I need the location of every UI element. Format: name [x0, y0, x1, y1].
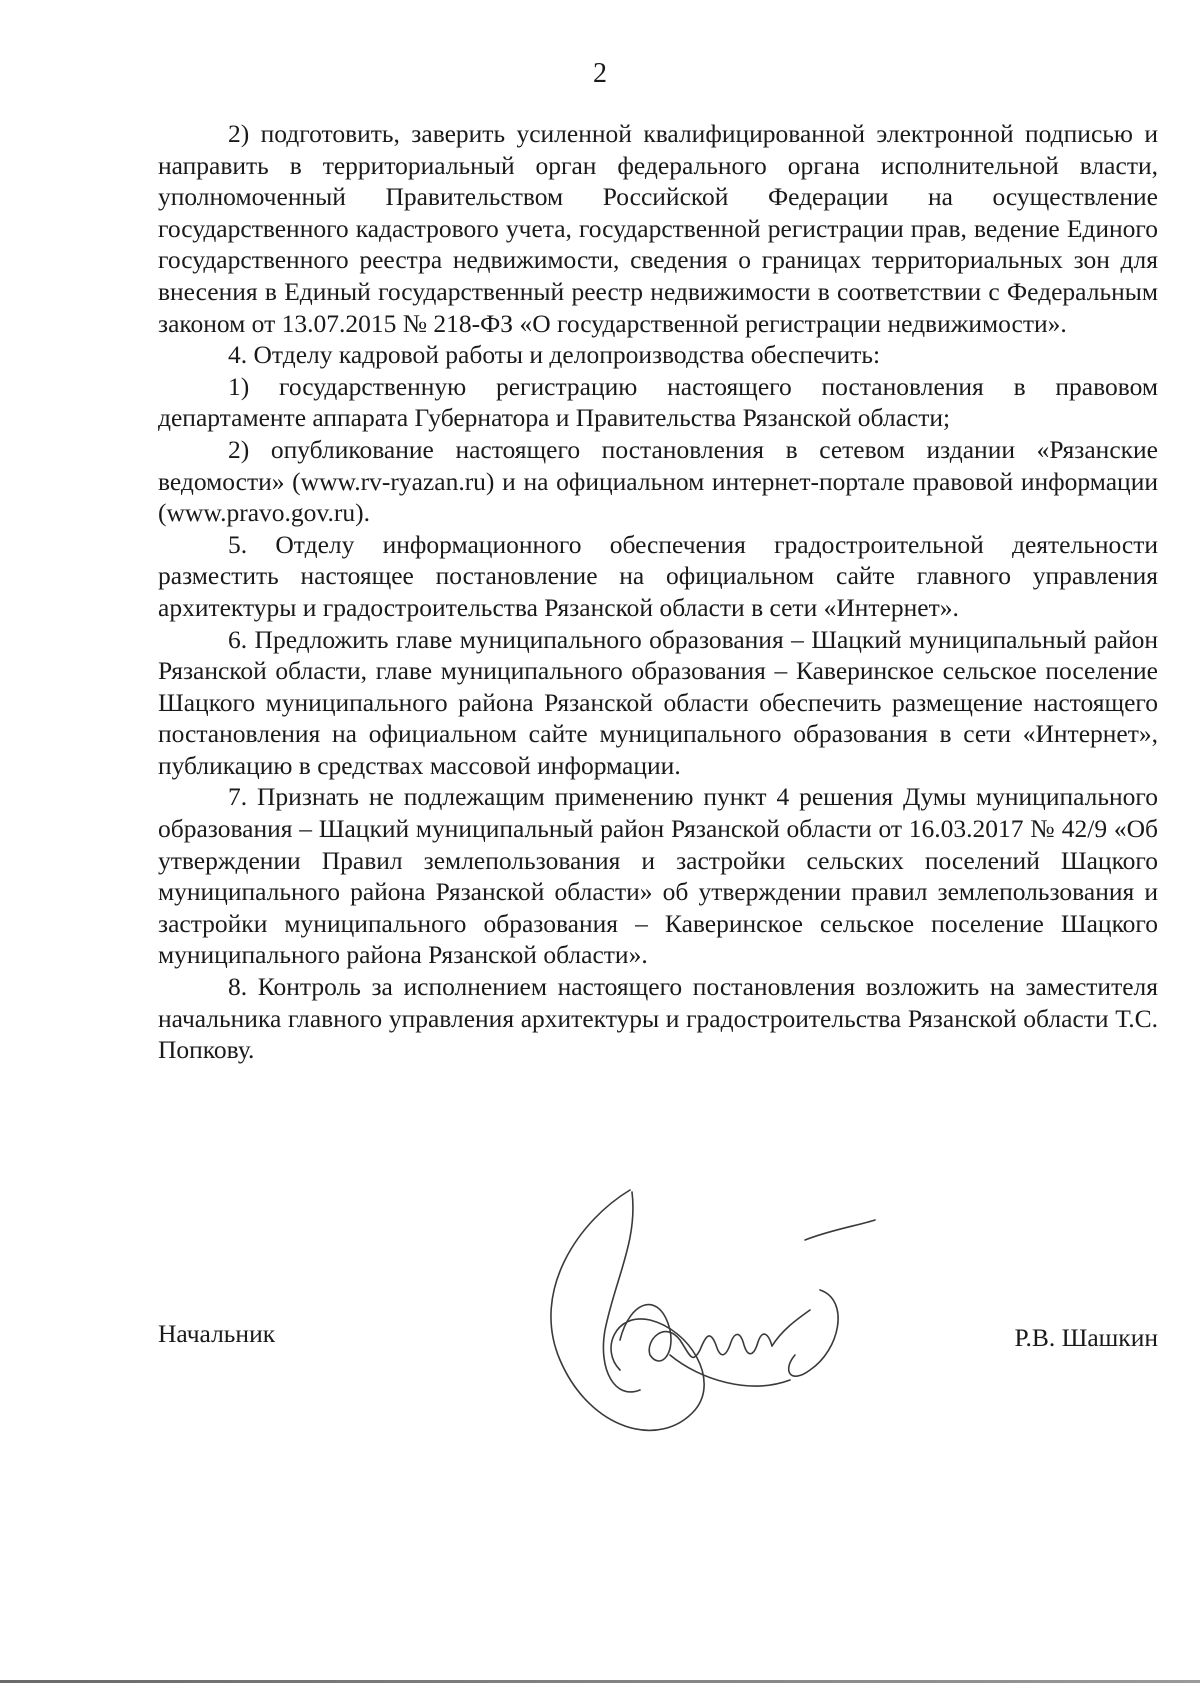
paragraph-item-5: 5. Отделу информационного обеспечения градостроительной деятельности разместить настоящее постановление на официальном сайте главного управления архитектуры и градостроительства Рязанской области в сети «Интернет».	[158, 529, 1158, 622]
signatory-name: Р.В. Шашкин	[1014, 1323, 1158, 1352]
paragraph-item-7: 7. Признать не подлежащим применению пункт 4 решения Думы муниципального образования – Шацкий муниципальный район Рязанской области от 16.03.2017 № 42/9 «Об утверждении Правил землепользования и застройки сельских поселений Шацкого муниципального района Рязанской области» об утверждении правил землепользования и застройки муниципального образования – Каверинское сельское поселение Шацкого муниципального района Рязанской области».	[158, 782, 1158, 970]
scan-edge-line	[0, 1680, 1200, 1683]
paragraph-item-8: 8. Контроль за исполнением настоящего постановления возложить на заместителя начальника главного управления архитектуры и градостроительства Рязанской области Т.С. Попкову.	[158, 972, 1158, 1065]
paragraph-item-4-1: 1) государственную регистрацию настоящего постановления в правовом департаменте аппарата Губернатора и Правительства Рязанской области;	[158, 371, 1158, 433]
paragraph-item-2-2: 2) подготовить, заверить усиленной квалифицированной электронной подписью и направить в территориальный орган федерального органа исполнительной власти, уполномоченный Правительством Российской Федерации на осуществление государственного кадастрового учета, государственной регистрации прав, ведение Единого государственного реестра недвижимости, сведения о границах территориальных зон для внесения в Единый государственный реестр недвижимости в соответствии с Федеральным законом от 13.07.2015 № 218-ФЗ «О государственной регистрации недвижимости».	[158, 119, 1158, 338]
paragraph-item-4: 4. Отделу кадровой работы и делопроизводства обеспечить:	[228, 340, 881, 370]
handwritten-signature	[520, 1180, 880, 1470]
document-body	[158, 118, 1158, 1066]
page-number: 2	[593, 58, 607, 89]
paragraph-item-6: 6. Предложить главе муниципального образования – Шацкий муниципальный район Рязанской области, главе муниципального образования – Каверинское сельское поселение Шацкого муниципального района Рязанской области обеспечить размещение настоящего постановления на официальном сайте муниципального образования в сети «Интернет», публикацию в средствах массовой информации.	[158, 624, 1158, 780]
signatory-position: Начальник	[158, 1319, 276, 1348]
paragraph-item-4-2: 2) опубликование настоящего постановления в сетевом издании «Рязанские ведомости» (www.rv-ryazan.ru) и на официальном интернет-портале правовой информации (www.pravo.gov.ru).	[158, 434, 1158, 528]
